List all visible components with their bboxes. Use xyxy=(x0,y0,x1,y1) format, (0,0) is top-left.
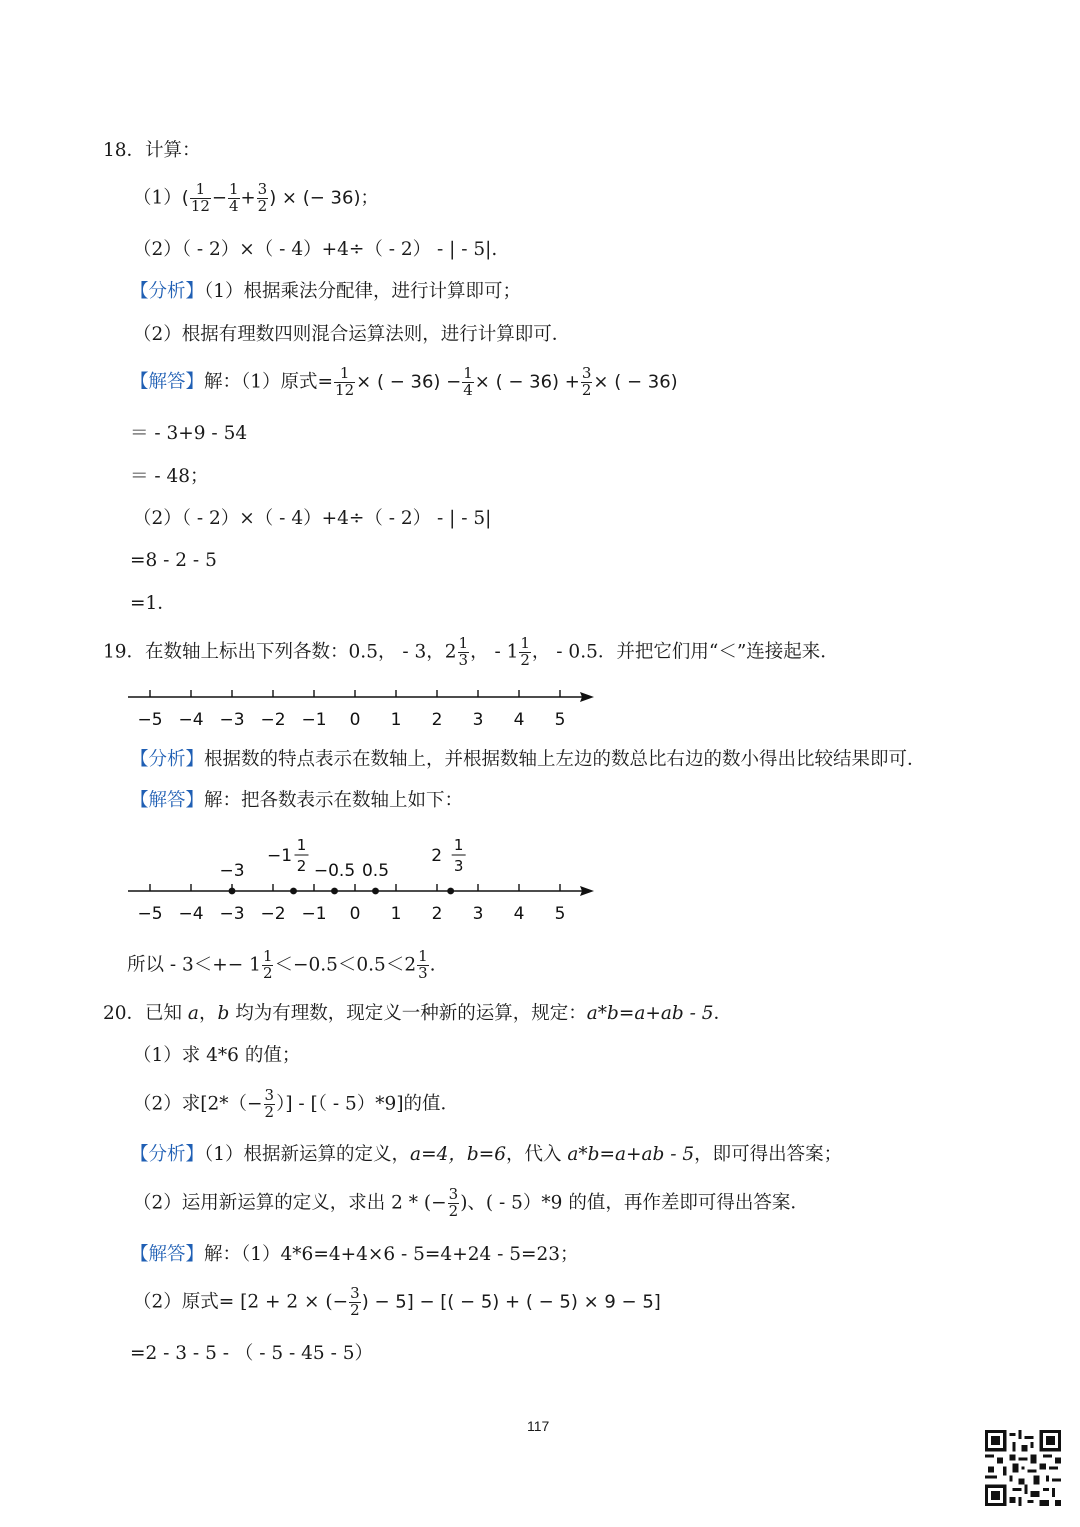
q20-analysis-1 xyxy=(130,1144,842,1166)
conclusion-pre: 所以 - 3＜+− 1 xyxy=(127,954,261,976)
q19-title-mid: ， - 1 xyxy=(470,641,519,663)
conclusion-end: . xyxy=(429,954,436,976)
fraction-denominator: 2 xyxy=(264,1102,275,1121)
fraction-numerator: 3 xyxy=(350,1284,360,1302)
axis-tick-label: −1 xyxy=(301,710,327,730)
analysis-text: 根据数的特点表示在数轴上，并根据数轴上左边的数总比右边的数小得出比较结果即可． xyxy=(204,749,926,770)
q18-analysis-2: （2）根据有理数四则混合运算法则，进行计算即可． xyxy=(133,324,571,345)
fraction xyxy=(462,366,474,399)
conclusion-mid: ＜−0.5＜0.5＜2 xyxy=(274,954,417,976)
qr-code-icon xyxy=(985,1430,1061,1506)
separator: ， xyxy=(198,1003,218,1024)
q20-part1: （1）求 4*6 的值； xyxy=(133,1045,301,1066)
answer-text: 解：（1）4*6=4+4×6 - 5=4+24 - 5=23； xyxy=(204,1244,579,1265)
fraction xyxy=(519,636,531,669)
fraction-denominator: 2 xyxy=(262,963,273,982)
axis-tick-label: 2 xyxy=(431,904,443,924)
number-point xyxy=(331,888,338,895)
minus-sign: − xyxy=(211,187,227,209)
fraction xyxy=(257,182,269,215)
q18-title: 18．计算： xyxy=(103,140,201,161)
q20-part2 xyxy=(133,1088,459,1121)
axis-tick-label: −1 xyxy=(301,904,327,924)
answer-tag: 【解答】 xyxy=(130,371,205,393)
axis-tick-label: −4 xyxy=(178,904,204,924)
point-label-numerator: 1 xyxy=(453,836,464,854)
fraction-numerator: 3 xyxy=(581,364,592,382)
q19-title-pre: 19．在数轴上标出下列各数：0.5， - 3，2 xyxy=(103,641,457,663)
fraction-numerator: 1 xyxy=(520,634,530,652)
fraction-denominator: 2 xyxy=(520,650,530,669)
analysis-values: a=4，b=6 xyxy=(410,1144,506,1165)
q18-part1-tail: ) × (− 36)； xyxy=(269,187,379,209)
fraction-numerator: 3 xyxy=(448,1185,459,1203)
fraction-numerator: 1 xyxy=(195,180,206,198)
q20-answer-1 xyxy=(130,1244,579,1266)
axis-tick-label: −4 xyxy=(178,710,204,730)
fraction xyxy=(190,182,211,215)
q18-step-4: =8 - 2 - 5 xyxy=(130,550,217,571)
point-label: 0.5 xyxy=(361,861,390,881)
analysis-tag: 【分析】 xyxy=(130,1144,205,1165)
axis-tick-label: −5 xyxy=(137,710,163,730)
axis-tick-label: −2 xyxy=(260,904,286,924)
fraction-denominator: 12 xyxy=(335,380,355,399)
analysis-text: )、( - 5）*9 的值，再作差即可得出答案． xyxy=(460,1192,809,1214)
number-point xyxy=(447,888,454,895)
fraction-denominator: 4 xyxy=(229,196,239,215)
fraction-denominator: 3 xyxy=(458,650,469,669)
axis-tick-label: −3 xyxy=(219,904,245,924)
q19-title xyxy=(103,636,839,669)
axis-tick-label: −3 xyxy=(219,710,245,730)
number-point xyxy=(372,888,379,895)
q18-step-5: =1． xyxy=(130,593,176,614)
fraction-numerator: 3 xyxy=(257,180,268,198)
axis-ticks xyxy=(128,690,594,730)
analysis-text: （2）运用新运算的定义，求出 2 * (− xyxy=(133,1192,447,1214)
q20-title xyxy=(103,1003,732,1025)
fraction-denominator: 2 xyxy=(257,196,268,215)
fraction xyxy=(228,182,240,215)
plus-sign: + xyxy=(240,187,256,209)
analysis-text: ，即可得出答案； xyxy=(694,1144,843,1165)
axis-tick-label: 2 xyxy=(431,710,443,730)
fraction xyxy=(458,636,470,669)
number-line-marked xyxy=(120,830,600,930)
q18-step-2: ＝ - 48； xyxy=(130,466,209,487)
point-label: −3 xyxy=(219,861,245,881)
axis-tick-label: 3 xyxy=(472,710,484,730)
axis-tick-label: −2 xyxy=(260,710,286,730)
answer-term: × ( − 36) xyxy=(593,371,678,393)
analysis-text: ，代入 xyxy=(505,1144,568,1165)
number-line-blank xyxy=(120,682,600,732)
point-label-denominator: 3 xyxy=(453,857,464,875)
q20-part2-post: ）] - [（ - 5）*9]的值． xyxy=(276,1093,460,1115)
answer-term: × ( − 36) + xyxy=(474,371,580,393)
q19-title-post: ， - 0.5．并把它们用“＜”连接起来． xyxy=(531,641,839,663)
q18-analysis-1 xyxy=(130,281,521,303)
fraction xyxy=(448,1187,460,1220)
answer-text: （2）原式= [2 + 2 × (− xyxy=(133,1291,349,1313)
point-label-whole: 2 xyxy=(431,846,443,866)
answer-lead: 解：（1）原式= xyxy=(204,371,334,393)
page-number: 117 xyxy=(527,1418,550,1434)
rule-text: a*b=a+ab - 5 xyxy=(586,1003,714,1024)
axis-tick-label: 0 xyxy=(349,710,361,730)
analysis-text: （1）根据乘法分配律，进行计算即可； xyxy=(204,281,522,302)
axis-tick-label: 5 xyxy=(554,710,566,730)
fraction xyxy=(334,366,355,399)
fraction-denominator: 4 xyxy=(463,380,473,399)
var-a: a xyxy=(187,1003,199,1024)
axis-tick-label: 1 xyxy=(390,710,402,730)
fraction-numerator: 1 xyxy=(458,634,469,652)
axis-tick-label: 4 xyxy=(513,710,525,730)
q18-step-1: ＝ - 3+9 - 54 xyxy=(130,423,248,444)
fraction-denominator: 2 xyxy=(581,380,592,399)
axis-tick-label: 5 xyxy=(554,904,566,924)
analysis-tag: 【分析】 xyxy=(130,281,205,302)
answer-tag: 【解答】 xyxy=(130,1244,205,1265)
axis-tick-label: 1 xyxy=(390,904,402,924)
number-point xyxy=(229,888,236,895)
fraction-denominator: 2 xyxy=(448,1201,459,1220)
fraction-numerator: 1 xyxy=(262,947,273,965)
fraction-numerator: 1 xyxy=(463,364,473,382)
q20-title-end: ． xyxy=(713,1003,733,1024)
fraction-denominator: 12 xyxy=(190,196,210,215)
axis-tick-label: −5 xyxy=(137,904,163,924)
q18-step-3: （2）（ - 2）×（ - 4）+4÷（ - 2） - | - 5| xyxy=(133,508,492,529)
axis-tick-label: 0 xyxy=(349,904,361,924)
q20-answer-3: =2 - 3 - 5 - （ - 5 - 45 - 5） xyxy=(130,1343,373,1364)
q18-part1-prefix: （1） xyxy=(133,187,182,209)
axis-tick-label: 4 xyxy=(513,904,525,924)
q18-part1 xyxy=(133,182,379,215)
number-line-points xyxy=(219,836,465,894)
q18-answer xyxy=(130,366,678,399)
fraction-numerator: 3 xyxy=(264,1086,275,1104)
fraction-numerator: 1 xyxy=(229,180,239,198)
q20-answer-2 xyxy=(133,1286,661,1319)
var-b: b xyxy=(217,1003,230,1024)
fraction xyxy=(264,1088,276,1121)
q18-part1-open: ( xyxy=(181,187,189,209)
answer-text: ) − 5] − [( − 5) + ( − 5) × 9 − 5] xyxy=(361,1291,661,1313)
q20-analysis-2 xyxy=(133,1187,809,1220)
number-point xyxy=(290,888,297,895)
axis-arrow-icon xyxy=(580,886,594,896)
analysis-text: （1）根据新运算的定义， xyxy=(204,1144,411,1165)
axis-arrow-icon xyxy=(580,692,594,702)
axis-tick-label: 3 xyxy=(472,904,484,924)
answer-text: 解：把各数表示在数轴上如下： xyxy=(204,790,464,811)
point-label-denominator: 2 xyxy=(296,857,307,875)
fraction xyxy=(581,366,593,399)
fraction-denominator: 3 xyxy=(418,963,428,982)
q20-title-mid: 均为有理数，现定义一种新的运算，规定： xyxy=(229,1003,587,1024)
point-label: −0.5 xyxy=(313,861,356,881)
q20-title-pre: 20．已知 xyxy=(103,1003,188,1024)
point-label-whole: −1 xyxy=(266,846,293,866)
fraction-denominator: 2 xyxy=(350,1300,360,1319)
q18-part2: （2）（ - 2）×（ - 4）+4÷（ - 2） - | - 5|. xyxy=(133,239,498,260)
fraction xyxy=(262,949,274,982)
fraction xyxy=(349,1286,361,1319)
point-label-numerator: 1 xyxy=(296,836,307,854)
q20-part2-pre: （2）求[2*（− xyxy=(133,1093,263,1115)
fraction xyxy=(417,949,429,982)
q19-conclusion xyxy=(127,949,436,982)
analysis-tag: 【分析】 xyxy=(130,749,205,770)
fraction-numerator: 1 xyxy=(339,364,350,382)
axis-ticks xyxy=(128,884,594,924)
analysis-rule: a*b=a+ab - 5 xyxy=(567,1144,695,1165)
answer-term: × ( − 36) − xyxy=(356,371,462,393)
q19-answer xyxy=(130,790,463,812)
q19-analysis xyxy=(130,749,926,771)
fraction-numerator: 1 xyxy=(418,947,428,965)
answer-tag: 【解答】 xyxy=(130,790,205,811)
